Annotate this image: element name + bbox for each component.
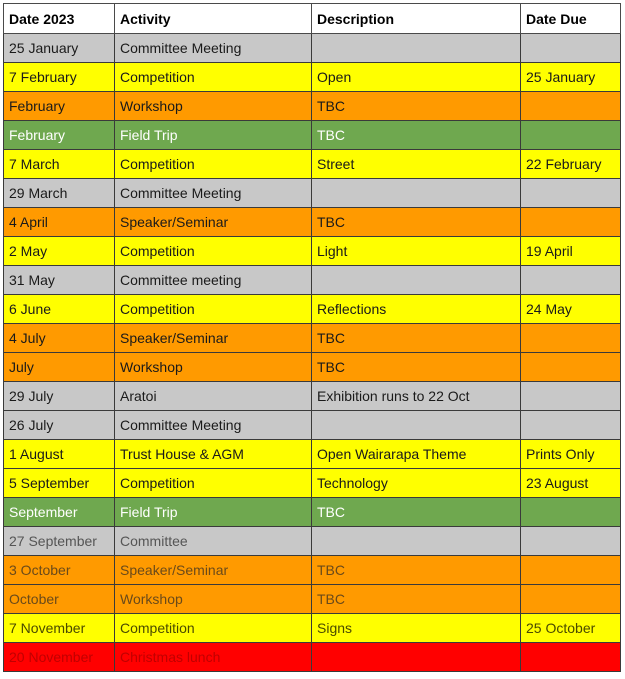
cell-description [312, 643, 521, 672]
cell-activity: Speaker/Seminar [115, 324, 312, 353]
table-row [4, 34, 621, 63]
cell-description: TBC [312, 353, 521, 382]
cell-date: February [4, 92, 115, 121]
cell-description [312, 266, 521, 295]
cell-date-due [521, 382, 621, 411]
cell-date-due [521, 411, 621, 440]
cell-description: TBC [312, 498, 521, 527]
cell-activity: Workshop [115, 353, 312, 382]
table-row [4, 382, 621, 411]
table-row [4, 440, 621, 469]
cell-date-due [521, 34, 621, 63]
events-table [3, 3, 621, 672]
cell-description [312, 411, 521, 440]
cell-activity: Speaker/Seminar [115, 556, 312, 585]
table-row [4, 266, 621, 295]
cell-description: TBC [312, 92, 521, 121]
header-activity: Activity [115, 4, 312, 34]
cell-date-due [521, 585, 621, 614]
table-row [4, 411, 621, 440]
table-row [4, 150, 621, 179]
cell-description: TBC [312, 324, 521, 353]
table-row [4, 585, 621, 614]
cell-date: 4 July [4, 324, 115, 353]
cell-date-due [521, 121, 621, 150]
cell-description: TBC [312, 556, 521, 585]
cell-activity: Committee Meeting [115, 179, 312, 208]
cell-date: 6 June [4, 295, 115, 324]
cell-description: TBC [312, 208, 521, 237]
table-row [4, 63, 621, 92]
cell-activity: Field Trip [115, 498, 312, 527]
cell-date-due [521, 353, 621, 382]
cell-date: 27 September [4, 527, 115, 556]
header-description: Description [312, 4, 521, 34]
table-row [4, 208, 621, 237]
cell-date-due [521, 556, 621, 585]
header-date: Date 2023 [4, 4, 115, 34]
table-row [4, 92, 621, 121]
cell-date: 5 September [4, 469, 115, 498]
cell-date-due [521, 266, 621, 295]
table-row [4, 121, 621, 150]
cell-activity: Competition [115, 295, 312, 324]
cell-activity: Competition [115, 469, 312, 498]
header-row [4, 4, 621, 34]
cell-activity: Committee [115, 527, 312, 556]
cell-activity: Field Trip [115, 121, 312, 150]
cell-activity: Committee Meeting [115, 411, 312, 440]
cell-date: 25 January [4, 34, 115, 63]
cell-date-due: Prints Only [521, 440, 621, 469]
cell-date: 26 July [4, 411, 115, 440]
cell-date: February [4, 121, 115, 150]
cell-date: 3 October [4, 556, 115, 585]
cell-description: TBC [312, 121, 521, 150]
cell-activity: Competition [115, 63, 312, 92]
cell-activity: Aratoi [115, 382, 312, 411]
cell-date-due: 25 October [521, 614, 621, 643]
cell-description: Light [312, 237, 521, 266]
cell-activity: Committee meeting [115, 266, 312, 295]
cell-date: 7 November [4, 614, 115, 643]
cell-date: 29 March [4, 179, 115, 208]
table-row [4, 469, 621, 498]
cell-date: 2 May [4, 237, 115, 266]
table-row [4, 295, 621, 324]
cell-date-due [521, 498, 621, 527]
cell-description: Signs [312, 614, 521, 643]
cell-description [312, 34, 521, 63]
cell-date: October [4, 585, 115, 614]
cell-activity: Competition [115, 614, 312, 643]
cell-activity: Competition [115, 237, 312, 266]
cell-date: 4 April [4, 208, 115, 237]
table-row [4, 643, 621, 672]
table-row [4, 179, 621, 208]
cell-description: Open [312, 63, 521, 92]
cell-date-due [521, 208, 621, 237]
cell-description [312, 179, 521, 208]
cell-date: 7 March [4, 150, 115, 179]
cell-description: Technology [312, 469, 521, 498]
cell-activity: Christmas lunch [115, 643, 312, 672]
cell-date: 1 August [4, 440, 115, 469]
cell-activity: Committee Meeting [115, 34, 312, 63]
schedule-sheet [3, 3, 620, 672]
cell-date-due: 19 April [521, 237, 621, 266]
cell-description: TBC [312, 585, 521, 614]
cell-date: 20 November [4, 643, 115, 672]
header-date-due: Date Due [521, 4, 621, 34]
cell-date: September [4, 498, 115, 527]
table-row [4, 527, 621, 556]
cell-date: July [4, 353, 115, 382]
cell-date-due: 25 January [521, 63, 621, 92]
table-row [4, 614, 621, 643]
cell-description: Exhibition runs to 22 Oct [312, 382, 521, 411]
cell-date: 29 July [4, 382, 115, 411]
cell-activity: Competition [115, 150, 312, 179]
table-row [4, 498, 621, 527]
cell-date-due: 23 August [521, 469, 621, 498]
cell-activity: Workshop [115, 585, 312, 614]
cell-date: 31 May [4, 266, 115, 295]
cell-description: Reflections [312, 295, 521, 324]
cell-activity: Speaker/Seminar [115, 208, 312, 237]
table-row [4, 324, 621, 353]
cell-activity: Trust House & AGM [115, 440, 312, 469]
cell-description [312, 527, 521, 556]
cell-date-due [521, 92, 621, 121]
table-row [4, 556, 621, 585]
table-row [4, 353, 621, 382]
cell-activity: Workshop [115, 92, 312, 121]
cell-description: Street [312, 150, 521, 179]
cell-date-due [521, 179, 621, 208]
cell-description: Open Wairarapa Theme [312, 440, 521, 469]
cell-date-due [521, 324, 621, 353]
cell-date-due [521, 527, 621, 556]
cell-date: 7 February [4, 63, 115, 92]
cell-date-due [521, 643, 621, 672]
cell-date-due: 22 February [521, 150, 621, 179]
table-row [4, 237, 621, 266]
cell-date-due: 24 May [521, 295, 621, 324]
